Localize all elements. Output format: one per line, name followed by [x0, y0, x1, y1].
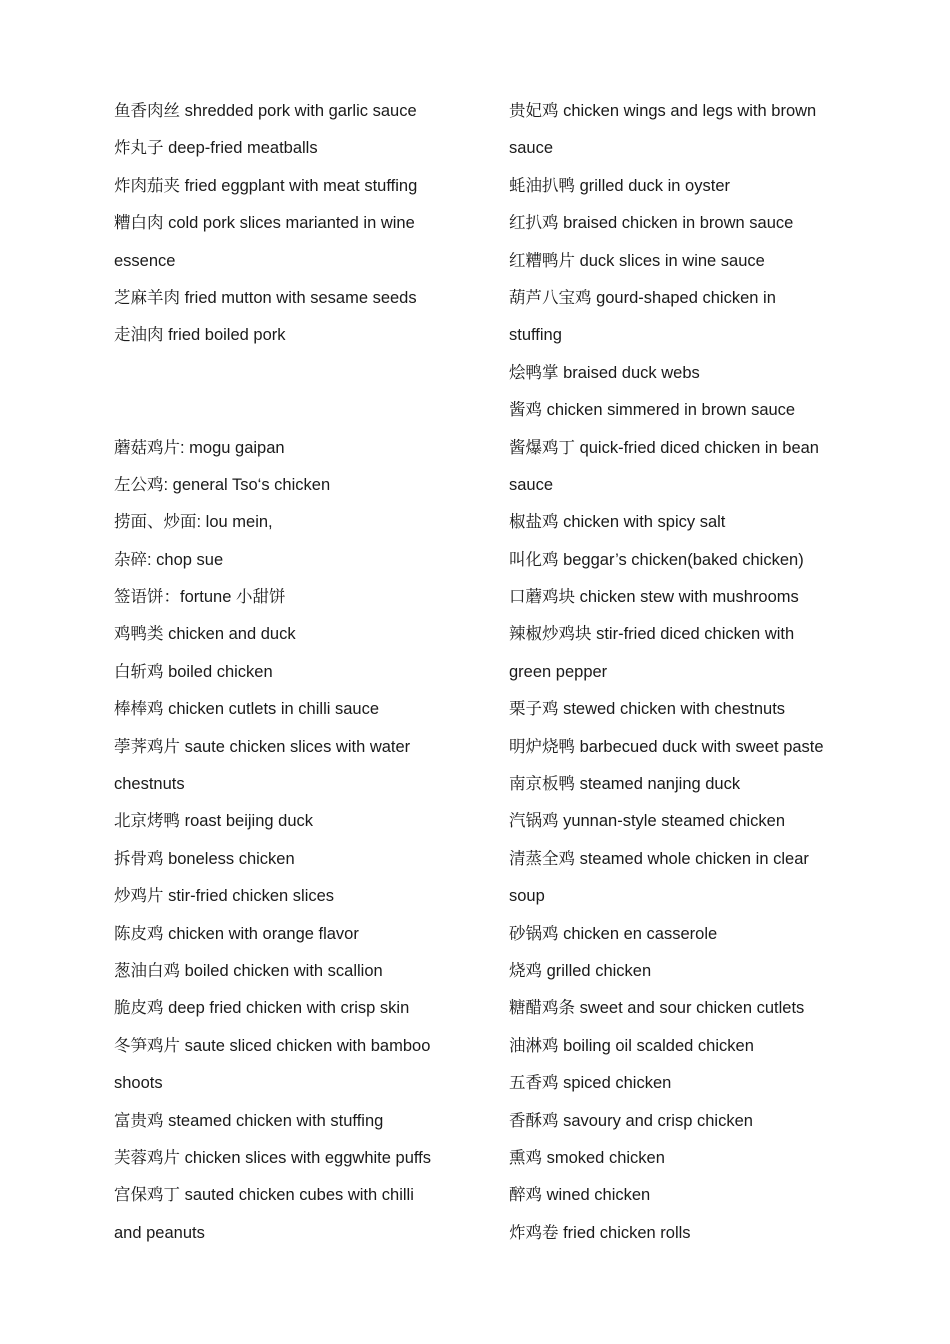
right-menu-line: 汽锅鸡 yunnan-style steamed chicken: [509, 812, 786, 831]
left-menu-line: 陈皮鸡 chicken with orange flavor: [114, 924, 359, 943]
left-menu-line: 棒棒鸡 chicken cutlets in chilli sauce: [114, 700, 380, 719]
left-menu-line: 鱼香肉丝 shredded pork with garlic sauce: [114, 102, 417, 120]
right-menu-line: 葫芦八宝鸡 gourd-shaped chicken in: [509, 288, 776, 307]
right-menu-line: 清蒸全鸡 steamed whole chicken in clear: [509, 849, 809, 868]
left-menu-line: 白斩鸡 boiled chicken: [114, 662, 273, 681]
right-menu-line: green pepper: [509, 662, 608, 681]
right-menu-line: 口蘑鸡块 chicken stew with mushrooms: [509, 588, 799, 607]
right-menu-line: 明炉烧鸭 barbecued duck with sweet paste: [509, 737, 824, 756]
right-menu-line: 酱鸡 chicken simmered in brown sauce: [509, 401, 796, 420]
right-menu-line: 红糟鸭片 duck slices in wine sauce: [509, 251, 765, 270]
left-menu-line: 左公鸡: general Tso‘s chicken: [114, 475, 331, 494]
left-blank-line: [114, 355, 459, 392]
left-menu-line: 捞面、炒面: lou mein,: [114, 513, 273, 532]
right-menu-line: 砂锅鸡 chicken en casserole: [509, 924, 718, 943]
right-menu-line: sauce: [509, 475, 554, 494]
left-menu-line: 炸肉茄夹 fried eggplant with meat stuffing: [114, 176, 418, 195]
left-blank-line: [114, 392, 459, 429]
left-menu-line: chestnuts: [114, 775, 185, 794]
left-menu-line: essence: [114, 251, 176, 270]
left-menu-line: shoots: [114, 1074, 163, 1093]
right-menu-line: 炸鸡卷 fried chicken rolls: [509, 1223, 691, 1242]
left-menu-line: 鸡鸭类 chicken and duck: [114, 625, 296, 644]
left-menu-line: and peanuts: [114, 1223, 205, 1242]
right-menu-line: 贵妃鸡 chicken wings and legs with brown: [509, 102, 817, 120]
right-menu-line: 南京板鸭 steamed nanjing duck: [509, 775, 741, 794]
right-menu-line: 熏鸡 smoked chicken: [509, 1148, 665, 1167]
left-menu-line: 炒鸡片 stir-fried chicken slices: [114, 887, 335, 906]
left-menu-line: 富贵鸡 steamed chicken with stuffing: [114, 1111, 384, 1130]
right-menu-line: stuffing: [509, 326, 562, 345]
left-menu-line: 拆骨鸡 boneless chicken: [114, 849, 295, 868]
right-menu-line: 糖醋鸡条 sweet and sour chicken cutlets: [509, 999, 805, 1018]
right-menu-line: 红扒鸡 braised chicken in brown sauce: [509, 214, 794, 233]
right-menu-line: 蚝油扒鸭 grilled duck in oyster: [509, 176, 730, 195]
left-menu-line: 糟白肉 cold pork slices marianted in wine: [114, 214, 415, 233]
left-menu-line: 芙蓉鸡片 chicken slices with eggwhite puffs: [114, 1148, 431, 1167]
left-menu-line: 蘑菇鸡片: mogu gaipan: [114, 438, 285, 457]
right-menu-line: sauce: [509, 139, 554, 158]
right-menu-line: 油淋鸡 boiling oil scalded chicken: [509, 1036, 754, 1055]
right-menu-line: 酱爆鸡丁 quick-fried diced chicken in bean: [509, 438, 819, 457]
left-column: [114, 93, 459, 1252]
left-menu-line: 脆皮鸡 deep fried chicken with crisp skin: [114, 999, 410, 1018]
left-menu-line: 炸丸子 deep-fried meatballs: [114, 139, 318, 158]
right-menu-line: 五香鸡 spiced chicken: [509, 1074, 672, 1093]
right-menu-line: 醉鸡 wined chicken: [509, 1186, 651, 1205]
right-menu-line: 辣椒炒鸡块 stir-fried diced chicken with: [509, 625, 795, 644]
right-menu-line: 香酥鸡 savoury and crisp chicken: [509, 1111, 753, 1130]
left-menu-line: 葱油白鸡 boiled chicken with scallion: [114, 961, 383, 980]
left-menu-line: 签语饼：fortune 小甜饼: [114, 588, 286, 607]
right-column: [509, 93, 839, 1252]
left-menu-line: 芝麻羊肉 fried mutton with sesame seeds: [114, 288, 417, 307]
left-menu-line: 宫保鸡丁 sauted chicken cubes with chilli: [114, 1186, 414, 1205]
right-menu-line: soup: [509, 887, 545, 906]
left-menu-line: 荸荠鸡片 saute chicken slices with water: [114, 737, 411, 756]
right-menu-line: 烧鸡 grilled chicken: [509, 961, 652, 980]
left-menu-line: 走油肉 fried boiled pork: [114, 326, 286, 345]
right-menu-line: 烩鸭掌 braised duck webs: [509, 363, 700, 382]
right-menu-line: 栗子鸡 stewed chicken with chestnuts: [509, 700, 786, 719]
left-menu-line: 北京烤鸭 roast beijing duck: [114, 812, 313, 831]
right-menu-line: 叫化鸡 beggar’s chicken(baked chicken): [509, 550, 804, 569]
left-menu-line: 冬笋鸡片 saute sliced chicken with bamboo: [114, 1036, 431, 1055]
right-menu-line: 椒盐鸡 chicken with spicy salt: [509, 513, 726, 532]
left-menu-line: 杂碎: chop sue: [114, 550, 224, 569]
